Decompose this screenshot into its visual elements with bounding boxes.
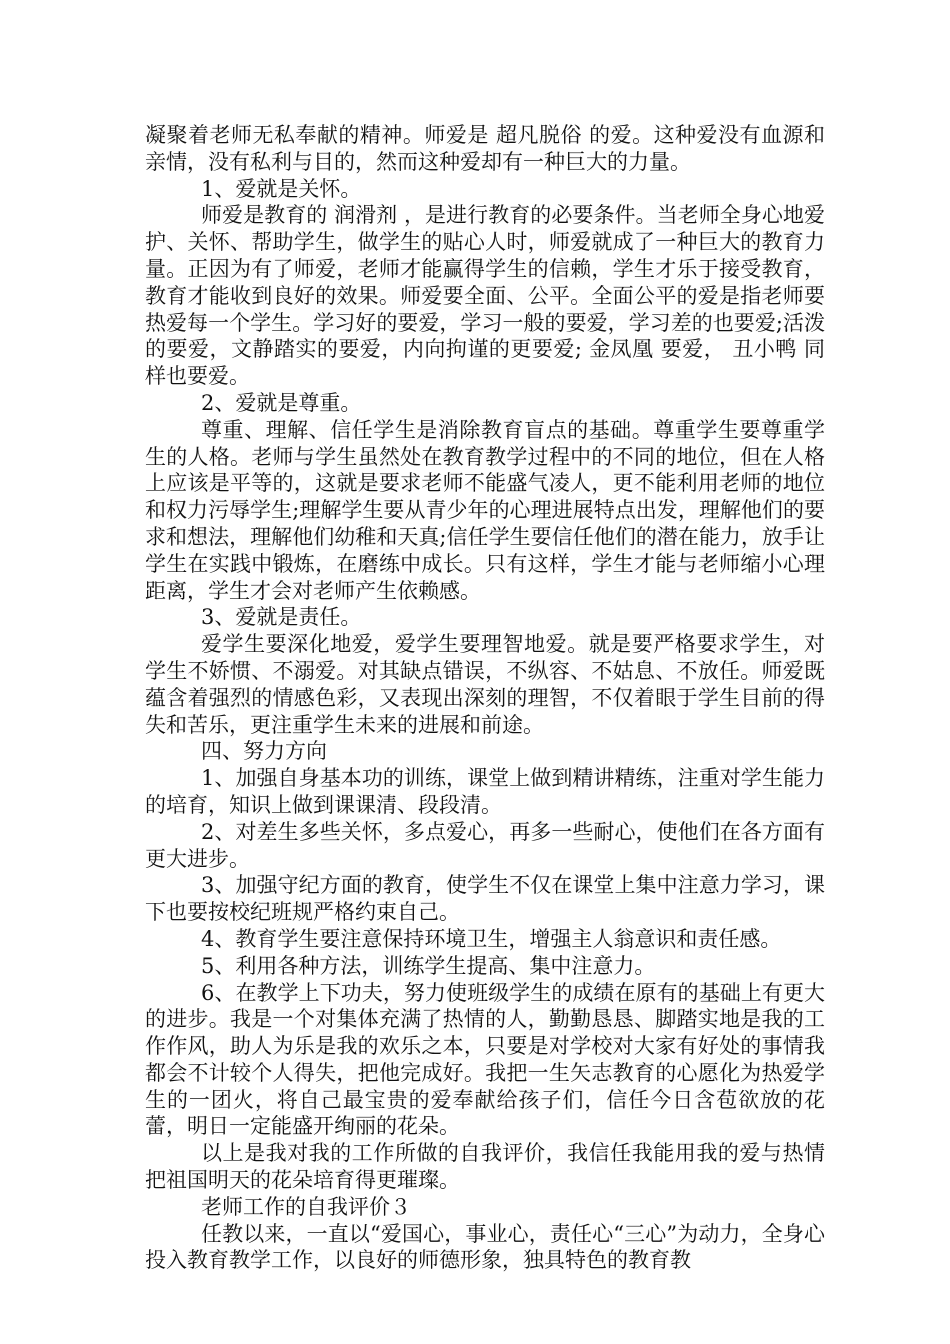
heading-love-is-responsibility: 3、爱就是责任。: [201, 605, 362, 630]
heading-effort-direction: 四、努力方向: [201, 739, 327, 764]
list-item-6: 6、在教学上下功夫，努力使班级学生的成绩在原有的基础上有更大的进步。我是一个对集体充满了热情的人，勤勤恳恳、脚踏实地是我的工作作风，助人为乐是我的欢乐之本，只要是对学校对大家有好处的事情我都会不计较个人得失，把他完成好。我把一生矢志教育的心愿化为热爱学生的一团火，将自己最宝贵的爱奉献给孩子们，信任今日含苞欲放的花蕾，明日一定能盛开绚丽的花朵。: [145, 980, 825, 1139]
paragraph-respect: 尊重、理解、信任学生是消除教育盲点的基础。尊重学生要尊重学生的人格。老师与学生虽然处在教育教学过程中的不同的地位，但在人格上应该是平等的，这就是要求老师不能盛气凌人，更不能利用老师的地位和权力污辱学生;理解学生要从青少年的心理进展特点出发，理解他们的要求和想法，理解他们幼稚和天真;信任学生要信任他们的潜在能力，放手让学生在实践中锻炼，在磨练中成长。只有这样，学生才能与老师缩小心理距离，学生才会对老师产生依赖感。: [145, 417, 825, 603]
list-item-4: 4、教育学生要注意保持环境卫生，增强主人翁意识和责任感。: [201, 926, 782, 951]
list-item-3: 3、加强守纪方面的教育，使学生不仅在课堂上集中注意力学习，课下也要按校纪班规严格约束自己。: [145, 873, 825, 925]
paragraph-continued: 凝聚着老师无私奉献的精神。师爱是 超凡脱俗 的爱。这种爱没有血源和亲情，没有私利与目的，然而这种爱却有一种巨大的力量。: [145, 123, 825, 174]
list-item-2: 2、对差生多些关怀，多点爱心，再多一些耐心，使他们在各方面有更大进步。: [145, 819, 825, 871]
list-item-5: 5、利用各种方法，训练学生提高、集中注意力。: [201, 953, 656, 978]
paragraph-section-3-intro: 任教以来，一直以“爱国心，事业心，责任心“三心”为动力，全身心投入教育教学工作，以良好的师德形象，独具特色的教育教: [145, 1221, 825, 1273]
paragraph-conclusion: 以上是我对我的工作所做的自我评价，我信任我能用我的爱与热情把祖国明天的花朵培育得更璀璨。: [145, 1141, 825, 1193]
paragraph-responsibility: 爱学生要深化地爱，爱学生要理智地爱。就是要严格要求学生，对学生不娇惯、不溺爱。对其缺点错误，不纵容、不姑息、不放任。师爱既蕴含着强烈的情感色彩，又表现出深刻的理智，不仅着眼于学生目前的得失和苦乐，更注重学生未来的进展和前途。: [145, 632, 825, 737]
list-item-1: 1、加强自身基本功的训练，课堂上做到精讲精练，注重对学生能力的培育，知识上做到课课清、段段清。: [145, 766, 825, 817]
paragraph-care: 师爱是教育的 润滑剂 ，是进行教育的必要条件。当老师全身心地爱护、关怀、帮助学生，做学生的贴心人时，师爱就成了一种巨大的教育力量。正因为有了师爱，老师才能赢得学生的信赖，学生才乐于接受教育，教育才能收到良好的效果。师爱要全面、公平。全面公平的爱是指老师要热爱每一个学生。学习好的要爱，学习一般的要爱，学习差的也要爱;活泼的要爱，文静踏实的要爱，内向拘谨的更要爱; 金凤凰 要爱， 丑小鸭 同样也要爱。: [145, 203, 825, 389]
heading-love-is-care: 1、爱就是关怀。: [201, 176, 362, 201]
document-page: [145, 122, 825, 1274]
heading-love-is-respect: 2、爱就是尊重。: [201, 390, 362, 415]
section-title-3: 老师工作的自我评价３: [201, 1194, 411, 1219]
